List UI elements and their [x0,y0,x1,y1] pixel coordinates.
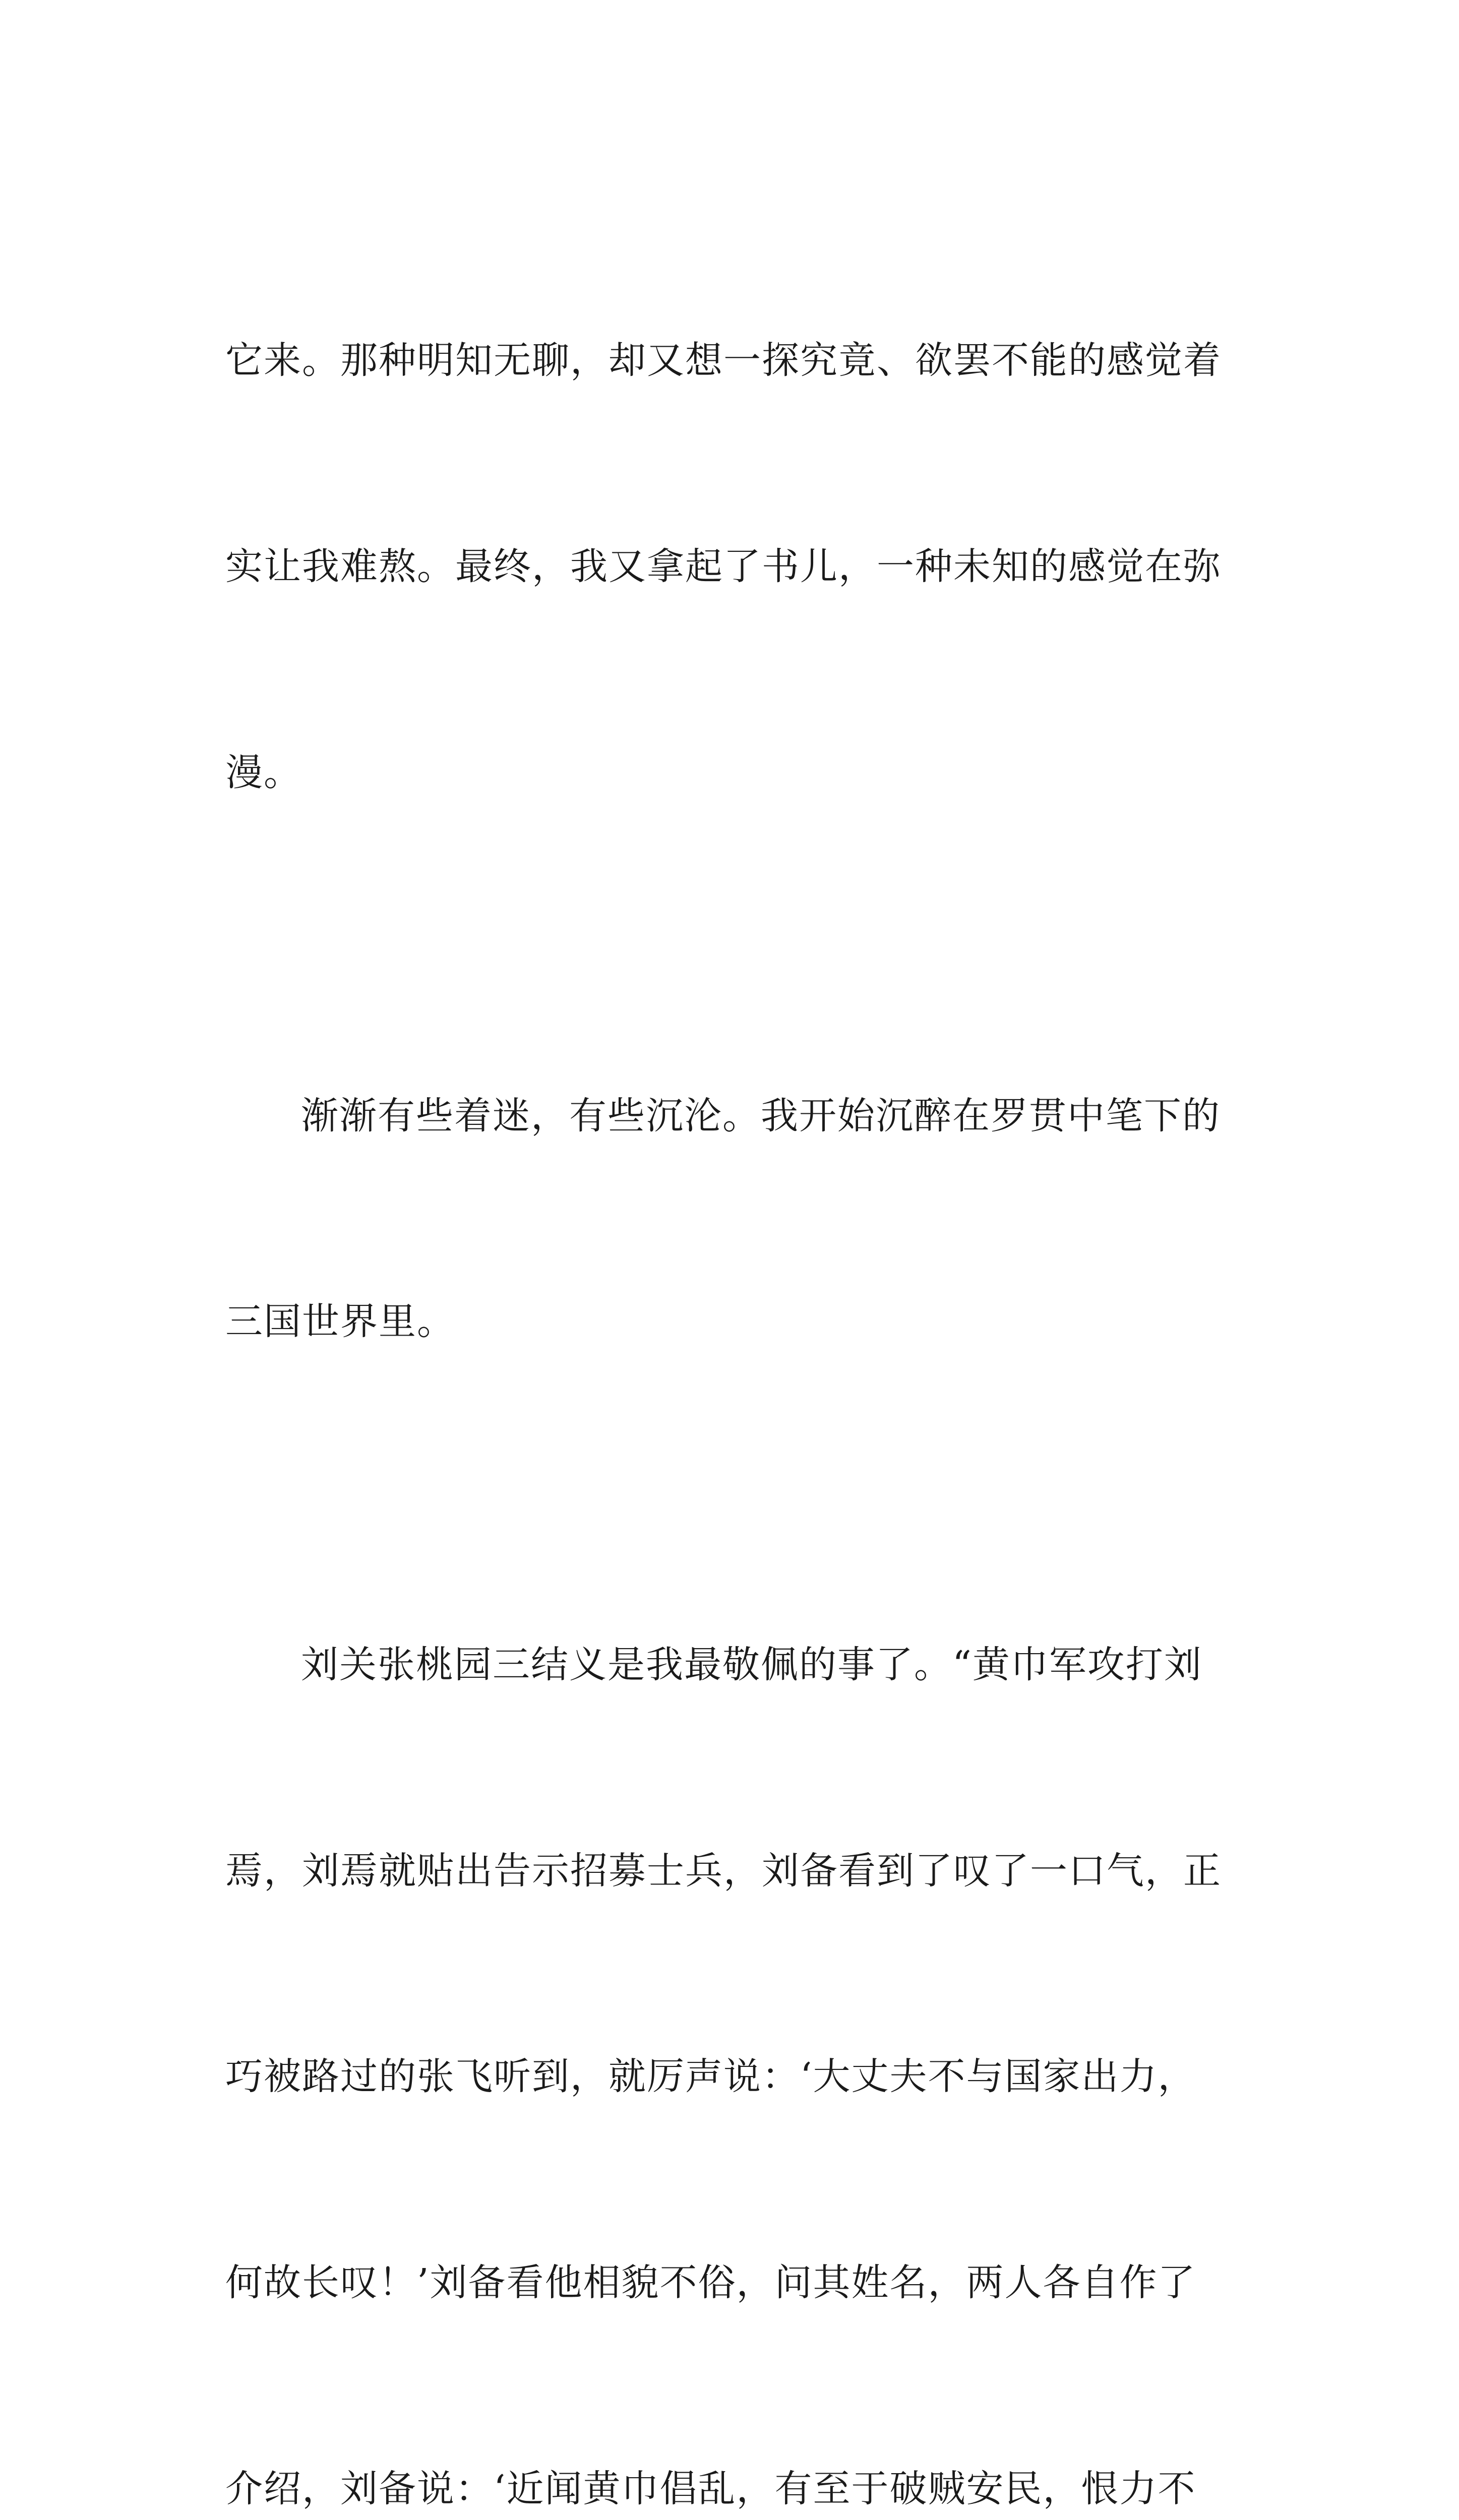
text-line: 实让我难熬。最终，我又拿起了书儿，一种未知的感觉在弥 [225,545,1222,589]
text-line: 渐渐有些着迷，有些沉沦。我开始沉醉在罗贯中笔下的 [301,1094,1221,1138]
text-line: 巧被路过的张飞听到，就厉声说：‘大丈夫不与国家出力， [225,2055,1196,2099]
text-line: 刘关张桃园三结义是我最敬佩的事了。“黄巾军攻打刘 [301,1643,1202,1687]
text-line: 何故长叹！’刘备看他相貌不俗，问其姓名，两人各自作了 [225,2261,1196,2305]
paragraph-3 [225,1493,1244,2520]
text-line: 它来。那种明知无聊，却又想一探究竟、欲罢不能的感觉着 [225,339,1222,383]
body-text [225,189,1244,2520]
text-line: 介绍，刘备说：‘近闻黄巾倡乱，有至于破贼安民，恨力不 [225,2467,1196,2510]
text-line: 漫。 [225,750,302,794]
paragraph-2 [225,944,1244,1493]
paragraph-1 [225,189,1244,944]
text-line: 焉，刘焉就贴出告示招募士兵，刘备看到了叹了一口气，正 [225,1849,1222,1893]
text-line: 三国世界里。 [225,1300,455,1344]
